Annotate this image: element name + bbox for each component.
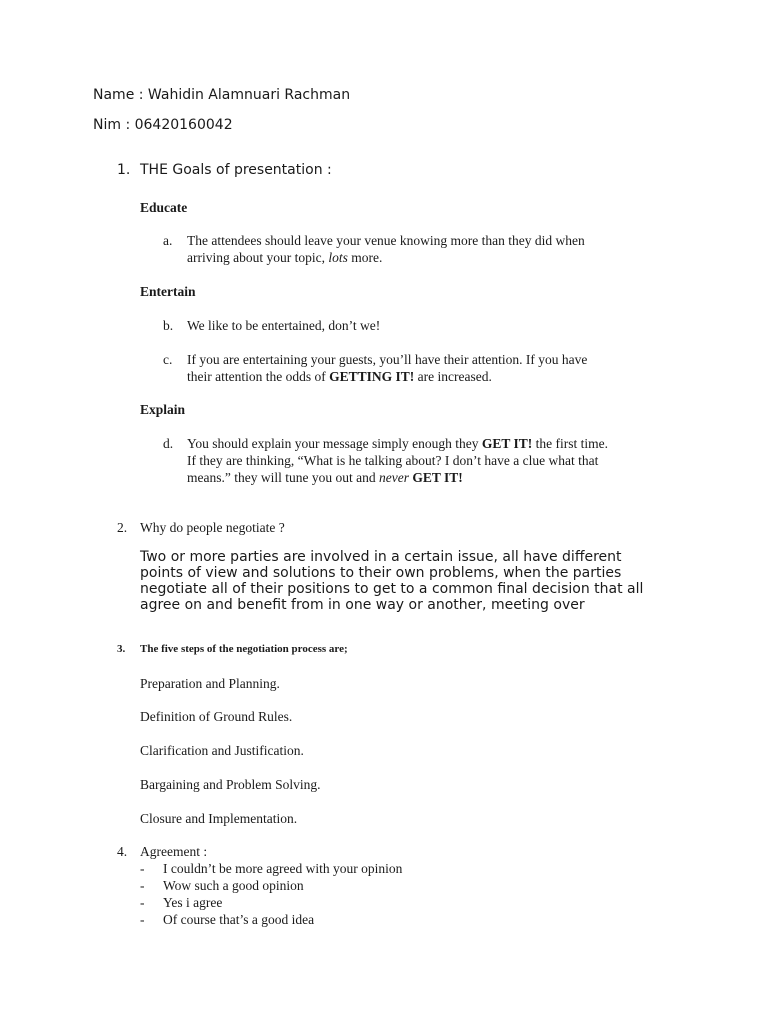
bullet-marker: - [140, 861, 145, 876]
item-d-marker: d. [163, 436, 174, 451]
item-a-marker: a. [163, 233, 173, 248]
item-b-marker: b. [163, 318, 174, 333]
section2-title: Why do people negotiate ? [140, 520, 285, 535]
explain-heading: Explain [140, 402, 186, 417]
agreement-item: I couldn’t be more agreed with your opinion [163, 861, 403, 876]
section2-para-line2: points of view and solutions to their own problems, when the parties [140, 565, 622, 581]
educate-heading: Educate [140, 200, 188, 215]
step-5: Closure and Implementation. [140, 811, 298, 826]
step-3: Clarification and Justification. [140, 743, 304, 758]
section4-number: 4. [117, 844, 128, 859]
item-a-line2: arriving about your topic, lots more. [187, 250, 383, 265]
bullet-marker: - [140, 912, 145, 927]
item-b-text: We like to be entertained, don’t we! [187, 318, 381, 333]
section2-number: 2. [117, 520, 128, 535]
section4-title: Agreement : [140, 844, 208, 859]
item-d-line3: means.” they will tune you out and never GET IT! [187, 470, 463, 485]
section2-para-line1: Two or more parties are involved in a certain issue, all have different [140, 549, 622, 565]
name-line: Name : Wahidin Alamnuari Rachman [93, 87, 351, 103]
item-d-line2: If they are thinking, “What is he talking about? I don’t have a clue what that [187, 453, 599, 468]
step-4: Bargaining and Problem Solving. [140, 777, 321, 792]
section3-number: 3. [117, 643, 126, 655]
agreement-item: Of course that’s a good idea [163, 912, 315, 927]
item-c-line1: If you are entertaining your guests, you’ll have their attention. If you have [187, 352, 588, 367]
item-c-line2: their attention the odds of GETTING IT! are increased. [187, 369, 492, 384]
nim-line: Nim : 06420160042 [93, 117, 233, 133]
bullet-marker: - [140, 878, 145, 893]
agreement-item: Yes i agree [163, 895, 223, 910]
section2-para-line4: agree on and benefit from in one way or another, meeting over [140, 597, 585, 613]
item-a-line1: The attendees should leave your venue knowing more than they did when [187, 233, 585, 248]
item-d-line1: You should explain your message simply enough they GET IT! the first time. [187, 436, 608, 451]
step-2: Definition of Ground Rules. [140, 709, 293, 724]
bullet-marker: - [140, 895, 145, 910]
section2-paragraph [140, 549, 643, 613]
section1-title: THE Goals of presentation : [140, 162, 332, 178]
section2-para-line3: negotiate all of their positions to get to a common final decision that all [140, 581, 644, 597]
item-c-marker: c. [163, 352, 173, 367]
step-1: Preparation and Planning. [140, 676, 280, 691]
section1-number: 1. [117, 162, 131, 178]
agreement-item: Wow such a good opinion [163, 878, 304, 893]
entertain-heading: Entertain [140, 284, 196, 299]
section3-title: The five steps of the negotiation process are; [140, 643, 348, 655]
